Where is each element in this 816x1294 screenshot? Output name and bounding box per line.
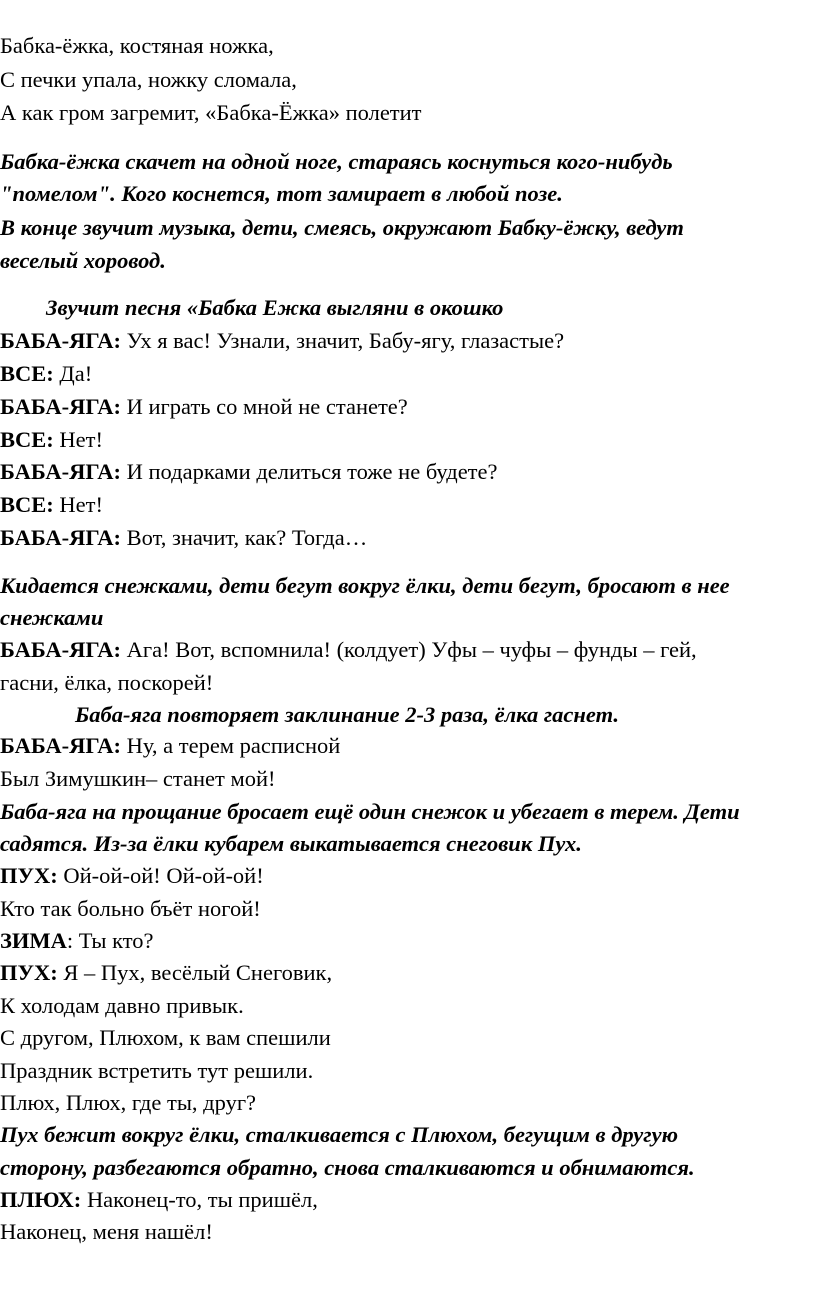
- verse-line: Праздник встретить тут решили.: [0, 1058, 314, 1083]
- speaker-label: ПУХ:: [0, 960, 58, 985]
- dialog-text: И подарками делиться тоже не будете?: [121, 459, 498, 484]
- speaker-label: ЗИМА: [0, 928, 67, 953]
- dialog-line: [0, 925, 154, 957]
- stage-direction-line: сторону, разбегаются обратно, снова сталкиваются и обнимаются.: [0, 1155, 695, 1180]
- stage-direction-line: Баба-яга повторяет заклинание 2-3 раза, ёлка гаснет.: [75, 702, 619, 727]
- dialog-text: Да!: [53, 361, 93, 386]
- dialog-line: [0, 1184, 318, 1216]
- dialog-line: [0, 391, 408, 423]
- speaker-label: ПУХ:: [0, 863, 58, 888]
- speaker-label: БАБА-ЯГА:: [0, 394, 122, 419]
- stage-direction-line: Кидается снежками, дети бегут вокруг ёлки, дети бегут, бросают в нее: [0, 573, 730, 598]
- stage-direction-line: В конце звучит музыка, дети, смеясь, окружают Бабку-ёжку, ведут: [0, 215, 684, 240]
- dialog-text: Нет!: [53, 427, 103, 452]
- speaker-label: ВСЕ:: [0, 492, 54, 517]
- dialog-text: Ну, а терем расписной: [121, 733, 341, 758]
- dialog-line: [0, 634, 697, 666]
- dialog-line: [0, 730, 340, 762]
- verse-line: Был Зимушкин– станет мой!: [0, 766, 276, 791]
- dialog-text: Ага! Вот, вспомнила! (колдует) Уфы – чуфы – фунды – гей,: [121, 637, 697, 662]
- dialog-text: Вот, значит, как? Тогда…: [121, 525, 368, 550]
- speaker-label: ВСЕ:: [0, 427, 54, 452]
- dialog-line: [0, 489, 103, 521]
- stage-direction-line: веселый хоровод.: [0, 248, 166, 273]
- dialog-text: : Ты кто?: [66, 928, 154, 953]
- dialog-text: Я – Пух, весёлый Снеговик,: [57, 960, 333, 985]
- dialog-line: [0, 325, 564, 357]
- verse-line: А как гром загремит, «Бабка-Ёжка» полетит: [0, 100, 422, 125]
- dialog-text: Ух я вас! Узнали, значит, Бабу-ягу, глазастые?: [121, 328, 565, 353]
- verse-line: гасни, ёлка, поскорей!: [0, 670, 214, 695]
- stage-direction-line: садятся. Из-за ёлки кубарем выкатывается снеговик Пух.: [0, 831, 582, 856]
- verse-line: К холодам давно привык.: [0, 993, 244, 1018]
- stage-direction-line: Баба-яга на прощание бросает ещё один снежок и убегает в терем. Дети: [0, 799, 740, 824]
- speaker-label: ВСЕ:: [0, 361, 54, 386]
- dialog-line: [0, 456, 497, 488]
- stage-direction-line: снежками: [0, 605, 104, 630]
- dialog-line: [0, 522, 367, 554]
- dialog-line: [0, 957, 332, 989]
- stage-direction-line: Пух бежит вокруг ёлки, сталкивается с Плюхом, бегущим в другую: [0, 1122, 679, 1147]
- stage-direction-line: "помелом". Кого коснется, тот замирает в любой позе.: [0, 181, 563, 206]
- dialog-line: [0, 358, 92, 390]
- dialog-text: И играть со мной не станете?: [121, 394, 408, 419]
- dialog-text: Нет!: [53, 492, 103, 517]
- dialog-text: Наконец-то, ты пришёл,: [81, 1187, 318, 1212]
- dialog-line: [0, 860, 264, 892]
- stage-direction-line: Бабка-ёжка скачет на одной ноге, стараясь коснуться кого-нибудь: [0, 149, 673, 174]
- speaker-label: ПЛЮХ:: [0, 1187, 82, 1212]
- speaker-label: БАБА-ЯГА:: [0, 328, 122, 353]
- speaker-label: БАБА-ЯГА:: [0, 525, 122, 550]
- dialog-text: Ой-ой-ой! Ой-ой-ой!: [57, 863, 264, 888]
- speaker-label: БАБА-ЯГА:: [0, 733, 122, 758]
- verse-line: Плюх, Плюх, где ты, друг?: [0, 1090, 257, 1115]
- dialog-line: [0, 424, 103, 456]
- verse-line: Кто так больно бъёт ногой!: [0, 896, 261, 921]
- speaker-label: БАБА-ЯГА:: [0, 637, 122, 662]
- verse-line: Бабка-ёжка, костяная ножка,: [0, 33, 274, 58]
- speaker-label: БАБА-ЯГА:: [0, 459, 122, 484]
- verse-line: Наконец, меня нашёл!: [0, 1219, 213, 1244]
- verse-line: С печки упала, ножку сломала,: [0, 67, 297, 92]
- stage-direction-line: Звучит песня «Бабка Ежка выгляни в окошко: [46, 295, 504, 320]
- verse-line: С другом, Плюхом, к вам спешили: [0, 1025, 331, 1050]
